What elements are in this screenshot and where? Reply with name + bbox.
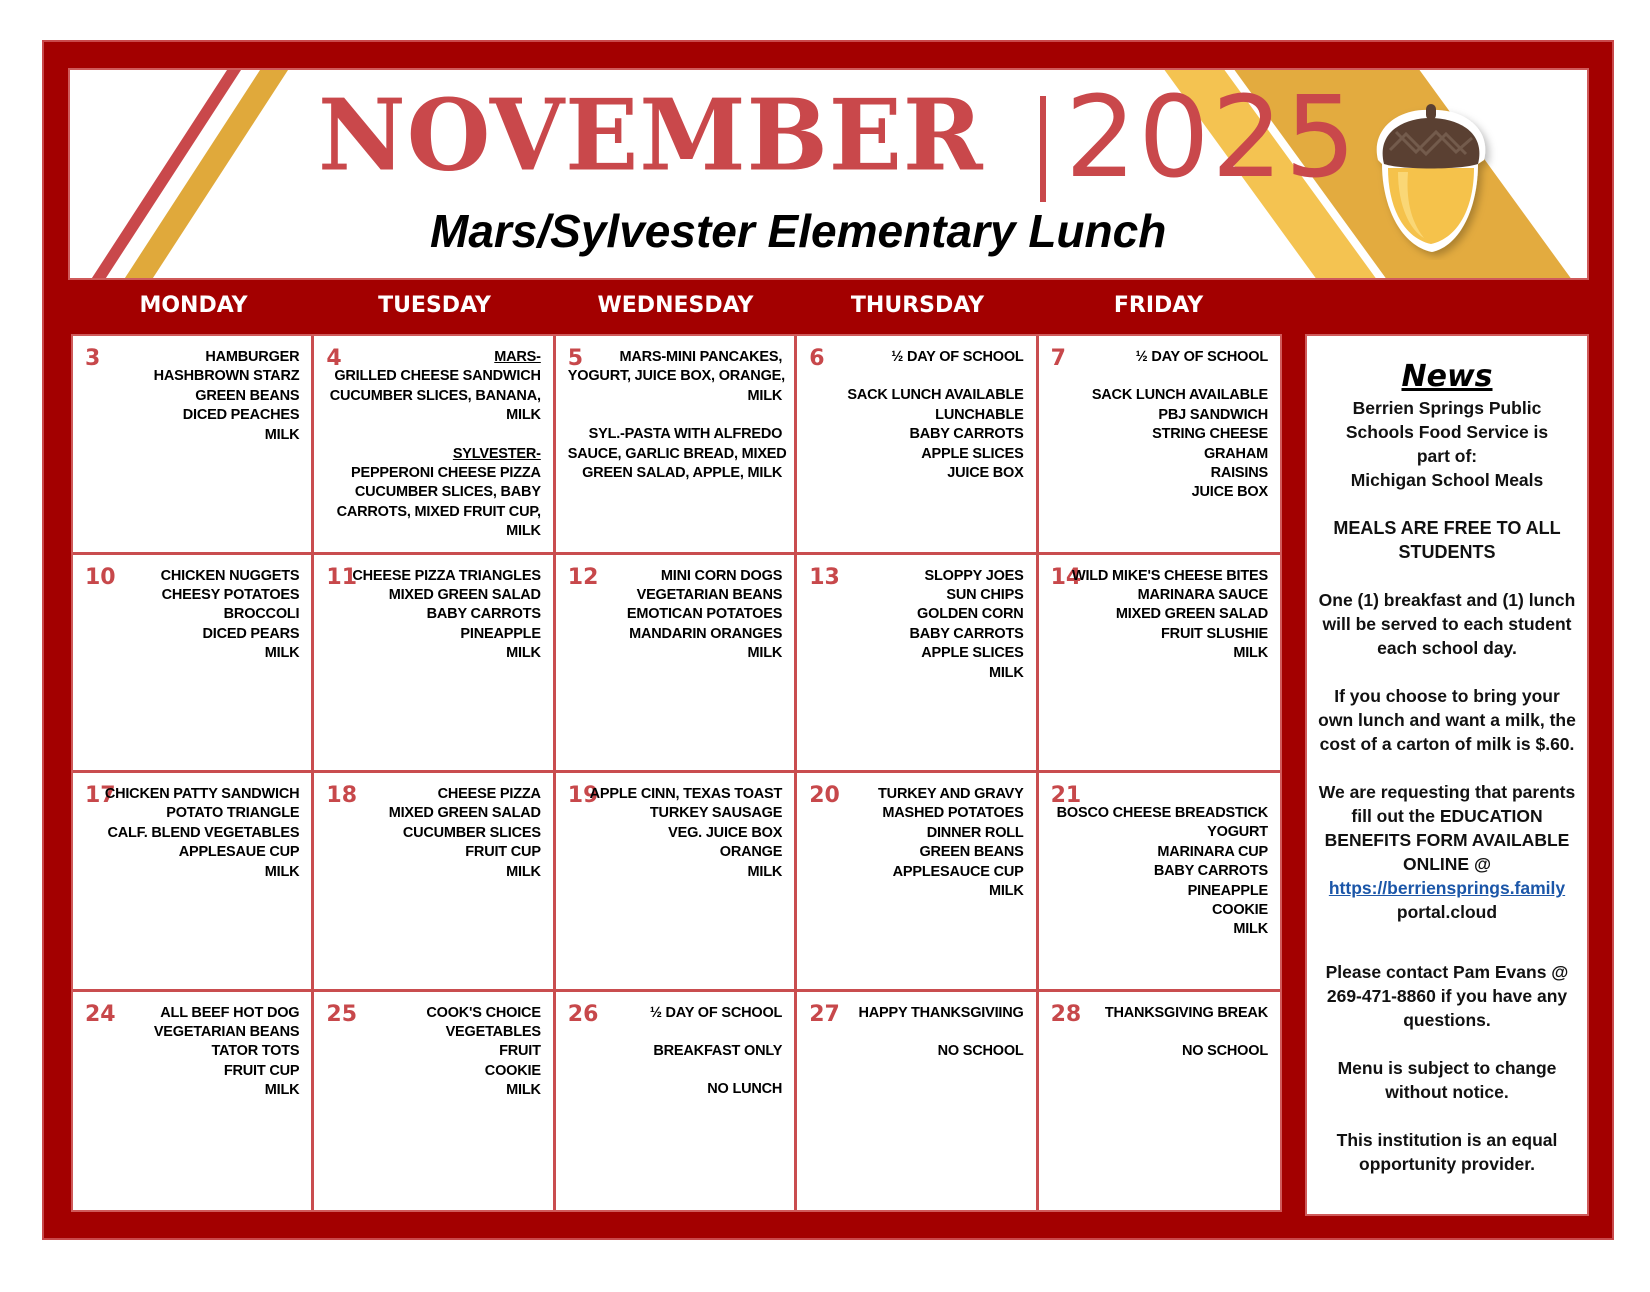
menu-item: DICED PEACHES bbox=[182, 407, 300, 424]
menu-item: NO LUNCH bbox=[707, 1081, 783, 1098]
weekday-header-tuesday: TUESDAY bbox=[378, 293, 491, 318]
day-cell-wednesday bbox=[556, 555, 797, 774]
menu-item: BABY CARROTS bbox=[909, 625, 1024, 642]
menu-item: HAPPY THANKSGIVIING bbox=[858, 1004, 1024, 1021]
menu-item: DINNER ROLL bbox=[926, 824, 1024, 841]
menu-items bbox=[809, 1001, 1024, 1062]
news-meal-policy: One (1) breakfast and (1) lunch will be served to each student each school day. bbox=[1318, 590, 1576, 658]
menu-item: FRUIT bbox=[499, 1043, 541, 1060]
menu-items bbox=[1050, 1001, 1268, 1062]
menu-item: GOLDEN CORN bbox=[917, 606, 1024, 623]
menu-item: CALF. BLEND VEGETABLES bbox=[107, 824, 300, 841]
day-cell-wednesday bbox=[556, 773, 797, 992]
menu-items bbox=[567, 564, 783, 664]
menu-item: MILK bbox=[988, 664, 1024, 681]
day-number: 19 bbox=[567, 783, 599, 808]
menu-item: APPLE SLICES bbox=[921, 645, 1024, 662]
menu-item: JUICE BOX bbox=[947, 465, 1024, 482]
news-equal-opportunity: This institution is an equal opportunity provider. bbox=[1336, 1130, 1558, 1174]
menu-item: TURKEY AND GRAVY bbox=[878, 786, 1024, 802]
menu-item: FRUIT SLUSHIE bbox=[1161, 625, 1268, 642]
menu-item: MINI CORN DOGS bbox=[660, 567, 783, 584]
menu-item: MILK bbox=[506, 863, 541, 880]
menu-item bbox=[568, 406, 782, 425]
menu-item: EMOTICAN POTATOES bbox=[626, 606, 783, 623]
menu-item: ORANGE bbox=[719, 844, 783, 861]
menu-items bbox=[326, 564, 541, 664]
weekday-header-friday: FRIDAY bbox=[1113, 293, 1204, 318]
day-number: 21 bbox=[1050, 783, 1082, 808]
news-benefits-form: We are requesting that parents fill out the EDUCATION BENEFITS FORM AVAILABLE ONLINE @ https://berriensprings.family portal.cloud bbox=[1318, 782, 1576, 922]
menu-item: ALL BEEF HOT DOG bbox=[160, 1004, 300, 1021]
menu-item: GRAHAM bbox=[1203, 445, 1268, 462]
day-number: 12 bbox=[567, 564, 599, 590]
menu-item: CHICKEN PATTY SANDWICH bbox=[104, 786, 300, 802]
menu-item: MARS-MINI PANCAKES, bbox=[619, 349, 783, 365]
menu-item: MILK bbox=[264, 1082, 300, 1099]
day-cell-thursday bbox=[797, 773, 1038, 992]
menu-item: BOSCO CHEESE BREADSTICK bbox=[1056, 805, 1268, 821]
menu-item: CHEESY POTATOES bbox=[161, 586, 300, 603]
news-contact: Please contact Pam Evans @ 269-471-8860 if you have any questions. bbox=[1325, 962, 1569, 1030]
month-title: NOVEMBER bbox=[318, 77, 984, 194]
menu-items bbox=[1050, 564, 1268, 664]
day-number: 3 bbox=[85, 346, 101, 371]
menu-items bbox=[85, 564, 300, 664]
menu-item: DICED PEARS bbox=[202, 625, 300, 642]
day-number: 4 bbox=[326, 346, 342, 371]
menu-item: PEPPERONI CHEESE PIZZA bbox=[351, 465, 541, 482]
day-number: 14 bbox=[1050, 564, 1082, 590]
news-food-service: Berrien Springs Public Schools Food Service is part of: Michigan School Meals bbox=[1345, 398, 1549, 490]
menu-item bbox=[809, 1023, 1023, 1042]
menu-item bbox=[568, 1061, 782, 1080]
menu-item: COOK'S CHOICE bbox=[426, 1004, 541, 1021]
menu-item: VEGETABLES bbox=[445, 1023, 541, 1040]
day-number: 13 bbox=[809, 564, 840, 590]
day-number: 24 bbox=[85, 1001, 116, 1027]
menu-item: SUN CHIPS bbox=[946, 586, 1024, 603]
day-number: 18 bbox=[326, 783, 358, 808]
menu-item: MIXED GREEN SALAD bbox=[1115, 606, 1268, 623]
day-cell-monday bbox=[73, 555, 314, 774]
menu-item: MILK bbox=[747, 863, 783, 880]
menu-items bbox=[326, 785, 540, 882]
menu-item bbox=[326, 426, 540, 445]
benefits-form-link[interactable]: https://berriensprings.family bbox=[1328, 878, 1566, 898]
menu-item: MILK bbox=[264, 863, 300, 880]
menu-items bbox=[1051, 348, 1268, 503]
menu-item: VEGETARIAN BEANS bbox=[636, 586, 783, 603]
menu-item: MILK bbox=[988, 883, 1024, 900]
day-number: 7 bbox=[1050, 346, 1066, 371]
menu-item: ½ DAY OF SCHOOL bbox=[891, 349, 1024, 365]
menu-item: MILK bbox=[506, 407, 541, 424]
menu-item: BREAKFAST ONLY bbox=[653, 1042, 783, 1059]
day-cell-wednesday bbox=[556, 992, 797, 1211]
menu-item: BROCCOLI bbox=[223, 606, 300, 623]
menu-item: COOKIE bbox=[1211, 902, 1268, 919]
menu-item bbox=[1051, 1023, 1268, 1042]
day-number: 10 bbox=[85, 564, 116, 590]
menu-items bbox=[85, 348, 299, 445]
weekday-header-monday: MONDAY bbox=[139, 293, 248, 318]
day-number: 17 bbox=[85, 783, 116, 808]
menu-item: SACK LUNCH AVAILABLE bbox=[1091, 387, 1268, 404]
menu-items bbox=[567, 1001, 783, 1100]
day-number: 26 bbox=[567, 1001, 599, 1027]
news-title: News bbox=[1401, 359, 1493, 394]
menu-item: MARS- bbox=[494, 349, 541, 365]
menu-item: CUCUMBER SLICES, BABY bbox=[354, 484, 541, 501]
menu-item: SACK LUNCH AVAILABLE bbox=[847, 387, 1024, 404]
day-cell-tuesday bbox=[314, 555, 555, 774]
menu-item: MILK bbox=[747, 387, 783, 404]
menu-item: HASHBROWN STARZ bbox=[153, 368, 300, 385]
day-number: 28 bbox=[1050, 1001, 1082, 1027]
menu-item: MILK bbox=[506, 1082, 541, 1099]
menu-items bbox=[809, 785, 1023, 901]
day-cell-tuesday bbox=[314, 336, 555, 555]
menu-items bbox=[568, 785, 782, 882]
menu-item: MIXED GREEN SALAD bbox=[388, 586, 541, 603]
weekday-header-wednesday: WEDNESDAY bbox=[597, 293, 754, 318]
menu-item: ½ DAY OF SCHOOL bbox=[649, 1004, 783, 1021]
menu-item bbox=[809, 367, 1023, 386]
menu-item: CHICKEN NUGGETS bbox=[160, 567, 300, 584]
menu-item: MARINARA SAUCE bbox=[1137, 586, 1268, 603]
menu-items bbox=[85, 1001, 300, 1101]
menu-items bbox=[567, 348, 787, 483]
day-cell-thursday bbox=[797, 555, 1038, 774]
menu-item: GREEN SALAD, APPLE, MILK bbox=[582, 465, 783, 482]
menu-item: ½ DAY OF SCHOOL bbox=[1135, 349, 1268, 365]
day-number: 25 bbox=[326, 1001, 358, 1027]
menu-item: MILK bbox=[264, 645, 300, 662]
menu-item: RAISINS bbox=[1210, 465, 1268, 482]
menu-item: CHEESE PIZZA bbox=[437, 786, 541, 802]
menu-item: LUNCHABLE bbox=[935, 406, 1024, 423]
menu-item: MIXED GREEN SALAD bbox=[388, 805, 541, 822]
menu-item: MILK bbox=[1233, 921, 1268, 938]
menu-items bbox=[1051, 785, 1268, 940]
day-cell-monday bbox=[73, 992, 314, 1211]
header-banner bbox=[70, 70, 1587, 278]
menu-item: APPLESAUE CUP bbox=[178, 844, 300, 861]
menu-item: MILK bbox=[264, 426, 300, 443]
day-cell-thursday bbox=[797, 336, 1038, 555]
day-cell-monday bbox=[73, 773, 314, 992]
day-cell-friday bbox=[1039, 555, 1280, 774]
day-number: 11 bbox=[326, 564, 358, 590]
menu-item: BABY CARROTS bbox=[1153, 863, 1268, 880]
menu-items bbox=[809, 348, 1023, 483]
news-free-meals: MEALS ARE FREE TO ALL STUDENTS bbox=[1333, 518, 1561, 562]
menu-item: YOGURT bbox=[1207, 824, 1268, 841]
menu-item: HAMBURGER bbox=[205, 349, 300, 365]
menu-items bbox=[326, 348, 540, 542]
menu-item: MILK bbox=[1233, 645, 1268, 662]
menu-item: SLOPPY JOES bbox=[924, 567, 1024, 584]
menu-item: VEGETARIAN BEANS bbox=[153, 1023, 300, 1040]
menu-item: MILK bbox=[747, 645, 783, 662]
menu-item: MARINARA CUP bbox=[1157, 843, 1268, 860]
menu-item: COOKIE bbox=[484, 1062, 541, 1079]
menu-item: PINEAPPLE bbox=[1187, 882, 1268, 899]
menu-item: GREEN BEANS bbox=[919, 844, 1024, 861]
menu-item: BABY CARROTS bbox=[426, 606, 541, 623]
acorn-icon bbox=[1360, 98, 1500, 260]
menu-item: NO SCHOOL bbox=[937, 1042, 1024, 1059]
news-panel bbox=[1307, 336, 1587, 1214]
day-cell-tuesday bbox=[314, 992, 555, 1211]
day-number: 6 bbox=[809, 346, 825, 371]
page-subtitle: Mars/Sylvester Elementary Lunch bbox=[430, 205, 1167, 257]
menu-item: PBJ SANDWICH bbox=[1158, 406, 1268, 423]
menu-item: FRUIT CUP bbox=[465, 844, 541, 861]
menu-item: POTATO TRIANGLE bbox=[166, 805, 300, 822]
menu-item: TURKEY SAUSAGE bbox=[649, 805, 783, 822]
day-number: 5 bbox=[567, 346, 584, 371]
decorative-stripe bbox=[104, 70, 301, 278]
day-cell-monday bbox=[73, 336, 314, 555]
menu-item: CARROTS, MIXED FRUIT CUP, bbox=[336, 503, 541, 520]
day-number: 20 bbox=[809, 783, 840, 808]
menu-item: CUCUMBER SLICES bbox=[402, 824, 541, 841]
menu-item: YOGURT, JUICE BOX, ORANGE, bbox=[567, 368, 785, 385]
menu-item: SYLVESTER- bbox=[452, 445, 541, 462]
menu-items bbox=[326, 1001, 541, 1101]
menu-item: MILK bbox=[506, 523, 541, 540]
menu-item: SAUCE, GARLIC BREAD, MIXED bbox=[567, 445, 787, 462]
menu-item: JUICE BOX bbox=[1191, 484, 1268, 501]
menu-item: GREEN BEANS bbox=[195, 387, 300, 404]
day-cell-tuesday bbox=[314, 773, 555, 992]
title-divider bbox=[1040, 96, 1046, 202]
year-title: 2025 bbox=[1065, 73, 1359, 203]
menu-item: NO SCHOOL bbox=[1181, 1042, 1268, 1059]
day-number: 27 bbox=[809, 1001, 840, 1027]
menu-item bbox=[1051, 367, 1268, 386]
menu-item: VEG. JUICE BOX bbox=[668, 824, 783, 841]
menu-item: PINEAPPLE bbox=[460, 625, 541, 642]
menu-item: APPLESAUCE CUP bbox=[892, 863, 1024, 880]
menu-item bbox=[1051, 785, 1268, 804]
menu-item: CUCUMBER SLICES, BANANA, bbox=[329, 387, 541, 404]
menu-item: MASHED POTATOES bbox=[882, 805, 1024, 822]
menu-item bbox=[568, 1023, 782, 1042]
menu-item: STRING CHEESE bbox=[1152, 426, 1268, 443]
menu-item: TATOR TOTS bbox=[211, 1043, 300, 1060]
menu-item: APPLE CINN, TEXAS TOAST bbox=[589, 786, 783, 802]
menu-item: CHEESE PIZZA TRIANGLES bbox=[352, 567, 541, 584]
menu-item: MILK bbox=[506, 645, 541, 662]
menu-item: FRUIT CUP bbox=[223, 1062, 300, 1079]
menu-items bbox=[85, 785, 299, 882]
menu-item: MANDARIN ORANGES bbox=[629, 625, 783, 642]
menu-item: GRILLED CHEESE SANDWICH bbox=[334, 368, 541, 385]
menu-item: WILD MIKE'S CHEESE BITES bbox=[1071, 567, 1268, 584]
day-cell-friday bbox=[1039, 773, 1280, 992]
menu-items bbox=[809, 564, 1024, 683]
weekday-header-thursday: THURSDAY bbox=[850, 293, 985, 318]
news-milk-cost: If you choose to bring your own lunch and want a milk, the cost of a carton of milk is $.60. bbox=[1318, 686, 1576, 754]
menu-item: SYL.-PASTA WITH ALFREDO bbox=[588, 426, 783, 443]
menu-item: BABY CARROTS bbox=[909, 426, 1024, 443]
calendar-grid bbox=[73, 336, 1280, 1210]
day-cell-thursday bbox=[797, 992, 1038, 1211]
menu-item: APPLE SLICES bbox=[921, 445, 1024, 462]
day-cell-wednesday bbox=[556, 336, 797, 555]
day-cell-friday bbox=[1039, 336, 1280, 555]
menu-item: THANKSGIVING BREAK bbox=[1104, 1004, 1268, 1021]
day-cell-friday bbox=[1039, 992, 1280, 1211]
news-disclaimer: Menu is subject to change without notice. bbox=[1337, 1058, 1557, 1102]
